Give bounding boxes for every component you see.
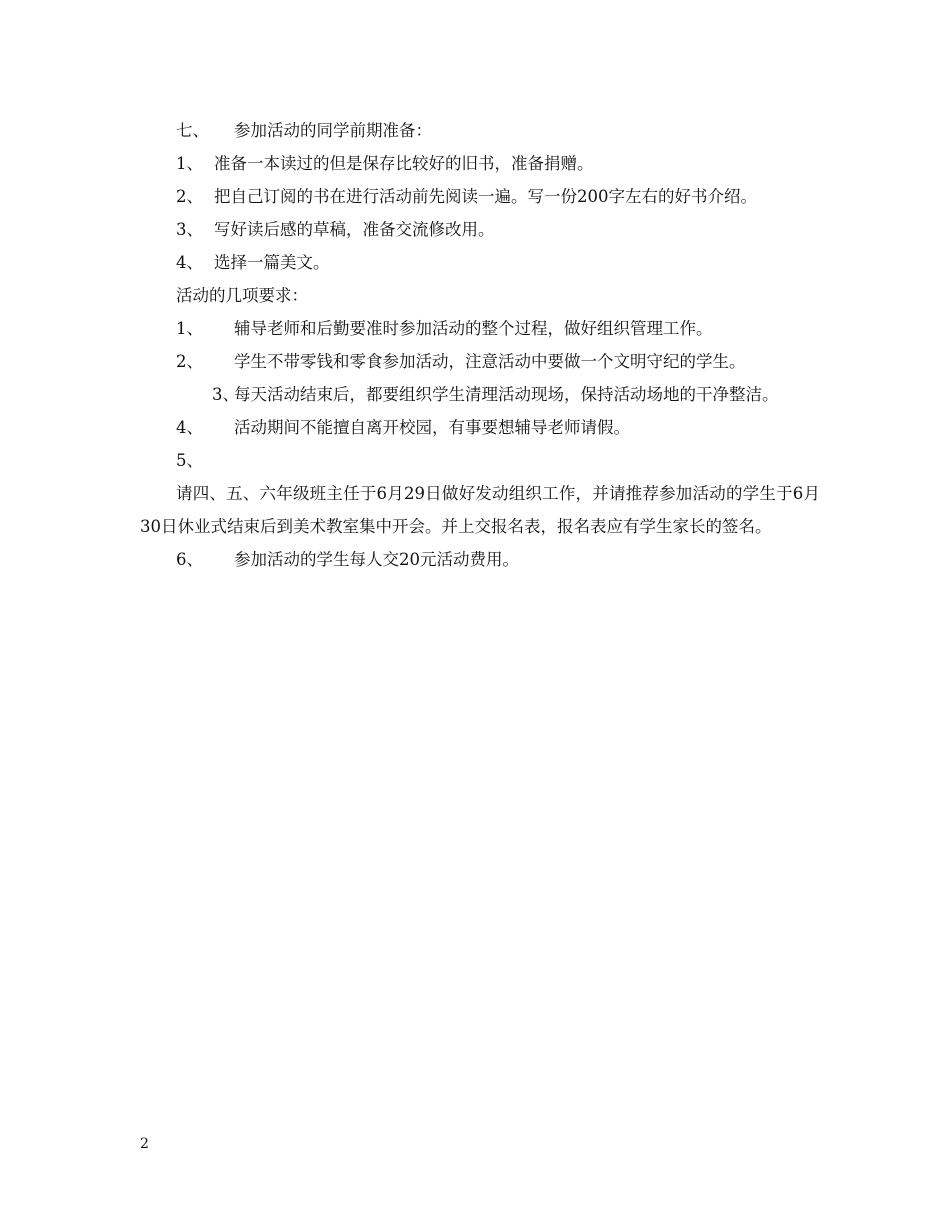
list-text: 准备一本读过的但是保存比较好的旧书，准备捐赠。 (214, 154, 594, 173)
requirements-heading: 活动的几项要求： (176, 286, 308, 305)
requirement-item-1 (140, 312, 820, 345)
list-number: 2、 (176, 352, 203, 371)
list-number: 3、 (176, 220, 203, 239)
list-text: 把自己订阅的书在进行活动前先阅读一遍。写一份200字左右的好书介绍。 (214, 187, 757, 206)
prep-item-4 (140, 246, 820, 279)
requirement-item-4 (140, 411, 820, 444)
prep-item-1 (140, 147, 820, 180)
requirement-item-3 (140, 378, 820, 411)
list-number: 6、 (176, 550, 203, 569)
list-text: 参加活动的学生每人交20元活动费用。 (234, 550, 519, 569)
list-text: 写好读后感的草稿，准备交流修改用。 (214, 220, 495, 239)
section-title: 参加活动的同学前期准备： (234, 121, 432, 140)
list-number: 4、 (176, 253, 203, 272)
section-number: 七、 (176, 121, 209, 140)
list-number: 5、 (176, 451, 203, 470)
document-body (140, 114, 820, 576)
page-number: 2 (140, 1136, 149, 1152)
final-item (140, 543, 820, 576)
list-text: 辅导老师和后勤要准时参加活动的整个过程，做好组织管理工作。 (234, 319, 713, 338)
list-text: 每天活动结束后，都要组织学生清理活动现场，保持活动场地的干净整洁。 (234, 385, 779, 404)
list-number: 3、 (212, 385, 239, 404)
prep-item-3 (140, 213, 820, 246)
list-text: 选择一篇美文。 (214, 253, 330, 272)
list-number: 1、 (176, 154, 203, 173)
requirement-item-5 (140, 444, 820, 477)
notice-paragraph: 请四、五、六年级班主任于6月29日做好发动组织工作，并请推荐参加活动的学生于6月30日休业式结束后到美术教室集中开会。并上交报名表，报名表应有学生家长的签名。 (140, 484, 820, 536)
list-number: 4、 (176, 418, 203, 437)
list-number: 1、 (176, 319, 203, 338)
requirement-item-2 (140, 345, 820, 378)
list-text: 学生不带零钱和零食参加活动，注意活动中要做一个文明守纪的学生。 (234, 352, 746, 371)
list-number: 2、 (176, 187, 203, 206)
section-heading (140, 114, 820, 147)
prep-item-2 (140, 180, 820, 213)
list-text: 活动期间不能擅自离开校园，有事要想辅导老师请假。 (234, 418, 630, 437)
